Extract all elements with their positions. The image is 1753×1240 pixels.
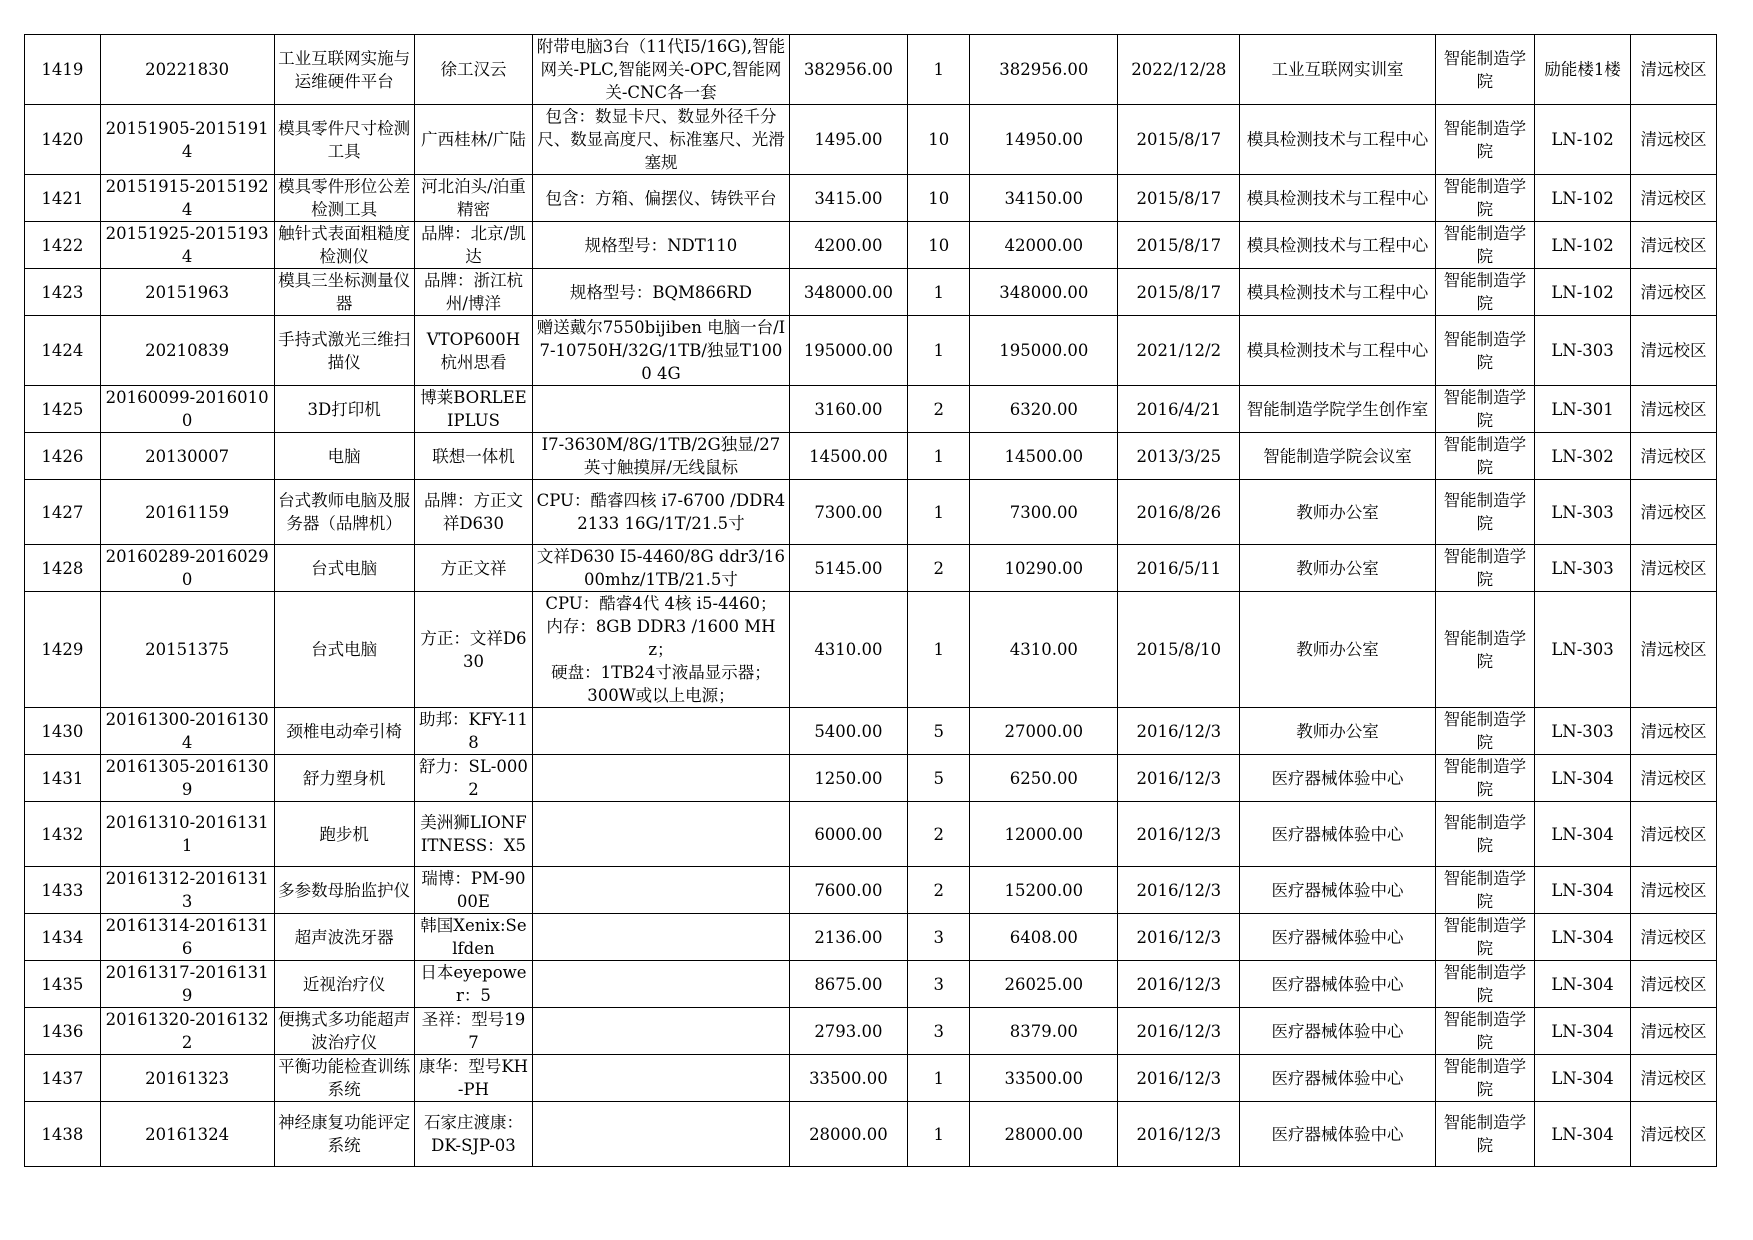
cell-spec: CPU：酷睿4代 4核 i5-4460； 内存：8GB DDR3 /1600 MHz； 硬盘：1TB24寸液晶显示器； 300W或以上电源； <box>533 592 789 708</box>
cell-purchase-date: 2016/12/3 <box>1118 802 1240 867</box>
cell-asset-name: 电脑 <box>274 433 414 480</box>
cell-campus: 清远校区 <box>1631 175 1717 222</box>
cell-unit-price: 6000.00 <box>789 802 908 867</box>
cell-asset-name: 近视治疗仪 <box>274 961 414 1008</box>
cell-room: LN-303 <box>1535 545 1631 592</box>
cell-spec <box>533 386 789 433</box>
cell-total-price: 4310.00 <box>970 592 1118 708</box>
cell-no: 1424 <box>25 316 101 386</box>
cell-college: 智能制造学院 <box>1435 1008 1534 1055</box>
cell-college: 智能制造学院 <box>1435 316 1534 386</box>
cell-unit-price: 348000.00 <box>789 269 908 316</box>
cell-unit-price: 195000.00 <box>789 316 908 386</box>
cell-no: 1431 <box>25 755 101 802</box>
cell-location-lab: 教师办公室 <box>1240 545 1435 592</box>
cell-quantity: 1 <box>908 592 970 708</box>
cell-unit-price: 2136.00 <box>789 914 908 961</box>
cell-asset-code: 20130007 <box>100 433 274 480</box>
cell-college: 智能制造学院 <box>1435 867 1534 914</box>
cell-spec <box>533 1102 789 1167</box>
cell-college: 智能制造学院 <box>1435 802 1534 867</box>
cell-no: 1422 <box>25 222 101 269</box>
cell-room: 励能楼1楼 <box>1535 35 1631 105</box>
cell-brand-model: 广西桂林/广陆 <box>414 105 533 175</box>
cell-campus: 清远校区 <box>1631 105 1717 175</box>
cell-brand-model: VTOP600H 杭州思看 <box>414 316 533 386</box>
cell-college: 智能制造学院 <box>1435 175 1534 222</box>
cell-quantity: 3 <box>908 961 970 1008</box>
table-row <box>25 480 1717 545</box>
cell-asset-code: 20151963 <box>100 269 274 316</box>
cell-no: 1429 <box>25 592 101 708</box>
cell-quantity: 2 <box>908 386 970 433</box>
table-row <box>25 1102 1717 1167</box>
cell-quantity: 1 <box>908 1102 970 1167</box>
cell-asset-code: 20151905-20151914 <box>100 105 274 175</box>
cell-campus: 清远校区 <box>1631 545 1717 592</box>
cell-asset-code: 20161312-20161313 <box>100 867 274 914</box>
cell-total-price: 6250.00 <box>970 755 1118 802</box>
cell-quantity: 2 <box>908 802 970 867</box>
cell-total-price: 14950.00 <box>970 105 1118 175</box>
cell-room: LN-302 <box>1535 433 1631 480</box>
cell-asset-name: 模具三坐标测量仪器 <box>274 269 414 316</box>
cell-spec: 规格型号：BQM866RD <box>533 269 789 316</box>
table-row <box>25 433 1717 480</box>
cell-quantity: 10 <box>908 105 970 175</box>
cell-college: 智能制造学院 <box>1435 222 1534 269</box>
cell-asset-name: 台式电脑 <box>274 545 414 592</box>
cell-asset-code: 20151925-20151934 <box>100 222 274 269</box>
cell-spec: 文祥D630 I5-4460/8G ddr3/1600mhz/1TB/21.5寸 <box>533 545 789 592</box>
cell-spec: 附带电脑3台（11代I5/16G),智能网关-PLC,智能网关-OPC,智能网关-CNC各一套 <box>533 35 789 105</box>
cell-location-lab: 医疗器械体验中心 <box>1240 867 1435 914</box>
cell-total-price: 382956.00 <box>970 35 1118 105</box>
cell-location-lab: 模具检测技术与工程中心 <box>1240 316 1435 386</box>
table-row <box>25 316 1717 386</box>
cell-no: 1421 <box>25 175 101 222</box>
cell-college: 智能制造学院 <box>1435 914 1534 961</box>
cell-campus: 清远校区 <box>1631 867 1717 914</box>
cell-room: LN-304 <box>1535 961 1631 1008</box>
cell-asset-name: 3D打印机 <box>274 386 414 433</box>
cell-spec <box>533 961 789 1008</box>
cell-room: LN-303 <box>1535 708 1631 755</box>
cell-campus: 清远校区 <box>1631 708 1717 755</box>
cell-unit-price: 3160.00 <box>789 386 908 433</box>
cell-unit-price: 14500.00 <box>789 433 908 480</box>
table-row <box>25 175 1717 222</box>
cell-location-lab: 工业互联网实训室 <box>1240 35 1435 105</box>
cell-quantity: 1 <box>908 316 970 386</box>
cell-location-lab: 医疗器械体验中心 <box>1240 1055 1435 1102</box>
cell-brand-model: 舒力：SL-0002 <box>414 755 533 802</box>
cell-asset-name: 台式教师电脑及服务器（品牌机） <box>274 480 414 545</box>
cell-brand-model: 博莱BORLEE IPLUS <box>414 386 533 433</box>
cell-purchase-date: 2021/12/2 <box>1118 316 1240 386</box>
cell-brand-model: 河北泊头/泊重精密 <box>414 175 533 222</box>
cell-spec <box>533 1055 789 1102</box>
table-row <box>25 386 1717 433</box>
cell-total-price: 15200.00 <box>970 867 1118 914</box>
table-row <box>25 222 1717 269</box>
cell-brand-model: 美洲狮LIONFITNESS：X5 <box>414 802 533 867</box>
cell-total-price: 28000.00 <box>970 1102 1118 1167</box>
cell-campus: 清远校区 <box>1631 802 1717 867</box>
cell-campus: 清远校区 <box>1631 1102 1717 1167</box>
cell-purchase-date: 2015/8/17 <box>1118 105 1240 175</box>
cell-asset-name: 模具零件尺寸检测工具 <box>274 105 414 175</box>
cell-college: 智能制造学院 <box>1435 480 1534 545</box>
cell-location-lab: 医疗器械体验中心 <box>1240 914 1435 961</box>
cell-purchase-date: 2016/12/3 <box>1118 1102 1240 1167</box>
cell-brand-model: 品牌：北京/凯达 <box>414 222 533 269</box>
cell-asset-name: 多参数母胎监护仪 <box>274 867 414 914</box>
cell-room: LN-303 <box>1535 480 1631 545</box>
cell-quantity: 5 <box>908 755 970 802</box>
cell-brand-model: 圣祥：型号197 <box>414 1008 533 1055</box>
cell-college: 智能制造学院 <box>1435 545 1534 592</box>
cell-no: 1436 <box>25 1008 101 1055</box>
cell-room: LN-303 <box>1535 316 1631 386</box>
cell-total-price: 6320.00 <box>970 386 1118 433</box>
cell-location-lab: 医疗器械体验中心 <box>1240 961 1435 1008</box>
cell-room: LN-304 <box>1535 802 1631 867</box>
table-row <box>25 961 1717 1008</box>
cell-total-price: 27000.00 <box>970 708 1118 755</box>
cell-campus: 清远校区 <box>1631 914 1717 961</box>
cell-unit-price: 1250.00 <box>789 755 908 802</box>
cell-total-price: 34150.00 <box>970 175 1118 222</box>
cell-room: LN-304 <box>1535 1008 1631 1055</box>
cell-asset-code: 20151915-20151924 <box>100 175 274 222</box>
cell-room: LN-304 <box>1535 1055 1631 1102</box>
table-body <box>25 35 1717 1167</box>
cell-purchase-date: 2015/8/17 <box>1118 222 1240 269</box>
cell-no: 1426 <box>25 433 101 480</box>
cell-spec <box>533 914 789 961</box>
cell-asset-name: 超声波洗牙器 <box>274 914 414 961</box>
cell-total-price: 26025.00 <box>970 961 1118 1008</box>
cell-asset-name: 模具零件形位公差检测工具 <box>274 175 414 222</box>
cell-asset-name: 手持式激光三维扫描仪 <box>274 316 414 386</box>
cell-college: 智能制造学院 <box>1435 755 1534 802</box>
cell-room: LN-102 <box>1535 269 1631 316</box>
cell-campus: 清远校区 <box>1631 316 1717 386</box>
cell-quantity: 1 <box>908 35 970 105</box>
cell-quantity: 3 <box>908 1008 970 1055</box>
cell-unit-price: 7300.00 <box>789 480 908 545</box>
cell-location-lab: 智能制造学院学生创作室 <box>1240 386 1435 433</box>
cell-no: 1432 <box>25 802 101 867</box>
cell-purchase-date: 2016/4/21 <box>1118 386 1240 433</box>
cell-campus: 清远校区 <box>1631 592 1717 708</box>
table-row <box>25 755 1717 802</box>
cell-location-lab: 教师办公室 <box>1240 708 1435 755</box>
cell-campus: 清远校区 <box>1631 222 1717 269</box>
cell-no: 1419 <box>25 35 101 105</box>
cell-college: 智能制造学院 <box>1435 961 1534 1008</box>
cell-room: LN-303 <box>1535 592 1631 708</box>
cell-room: LN-304 <box>1535 867 1631 914</box>
table-row <box>25 105 1717 175</box>
cell-no: 1433 <box>25 867 101 914</box>
cell-college: 智能制造学院 <box>1435 386 1534 433</box>
cell-asset-name: 工业互联网实施与运维硬件平台 <box>274 35 414 105</box>
cell-room: LN-304 <box>1535 914 1631 961</box>
cell-college: 智能制造学院 <box>1435 1055 1534 1102</box>
table-row <box>25 35 1717 105</box>
cell-campus: 清远校区 <box>1631 35 1717 105</box>
cell-quantity: 1 <box>908 433 970 480</box>
cell-quantity: 2 <box>908 545 970 592</box>
cell-no: 1434 <box>25 914 101 961</box>
cell-asset-code: 20160099-20160100 <box>100 386 274 433</box>
cell-brand-model: 助邦：KFY-118 <box>414 708 533 755</box>
cell-no: 1430 <box>25 708 101 755</box>
cell-purchase-date: 2016/12/3 <box>1118 1008 1240 1055</box>
cell-spec <box>533 802 789 867</box>
asset-sheet <box>24 34 1717 1167</box>
cell-total-price: 14500.00 <box>970 433 1118 480</box>
cell-purchase-date: 2016/12/3 <box>1118 867 1240 914</box>
cell-quantity: 2 <box>908 867 970 914</box>
cell-brand-model: 日本eyepower：5 <box>414 961 533 1008</box>
cell-campus: 清远校区 <box>1631 1008 1717 1055</box>
cell-asset-code: 20161310-20161311 <box>100 802 274 867</box>
cell-asset-name: 平衡功能检查训练系统 <box>274 1055 414 1102</box>
cell-brand-model: 瑞博：PM-9000E <box>414 867 533 914</box>
cell-asset-code: 20161320-20161322 <box>100 1008 274 1055</box>
cell-brand-model: 联想一体机 <box>414 433 533 480</box>
cell-unit-price: 4310.00 <box>789 592 908 708</box>
cell-room: LN-102 <box>1535 105 1631 175</box>
cell-unit-price: 382956.00 <box>789 35 908 105</box>
cell-room: LN-301 <box>1535 386 1631 433</box>
cell-room: LN-304 <box>1535 1102 1631 1167</box>
cell-quantity: 1 <box>908 269 970 316</box>
cell-location-lab: 教师办公室 <box>1240 480 1435 545</box>
cell-location-lab: 模具检测技术与工程中心 <box>1240 222 1435 269</box>
cell-college: 智能制造学院 <box>1435 35 1534 105</box>
cell-location-lab: 模具检测技术与工程中心 <box>1240 175 1435 222</box>
cell-spec: 包含：方箱、偏摆仪、铸铁平台 <box>533 175 789 222</box>
cell-location-lab: 教师办公室 <box>1240 592 1435 708</box>
asset-table <box>24 34 1717 1167</box>
cell-unit-price: 7600.00 <box>789 867 908 914</box>
cell-purchase-date: 2013/3/25 <box>1118 433 1240 480</box>
cell-location-lab: 智能制造学院会议室 <box>1240 433 1435 480</box>
cell-room: LN-102 <box>1535 222 1631 269</box>
cell-spec: 规格型号：NDT110 <box>533 222 789 269</box>
cell-brand-model: 徐工汉云 <box>414 35 533 105</box>
cell-unit-price: 3415.00 <box>789 175 908 222</box>
cell-total-price: 10290.00 <box>970 545 1118 592</box>
table-row <box>25 592 1717 708</box>
cell-unit-price: 5400.00 <box>789 708 908 755</box>
cell-asset-name: 颈椎电动牵引椅 <box>274 708 414 755</box>
cell-total-price: 6408.00 <box>970 914 1118 961</box>
cell-unit-price: 1495.00 <box>789 105 908 175</box>
cell-location-lab: 医疗器械体验中心 <box>1240 802 1435 867</box>
cell-spec: I7-3630M/8G/1TB/2G独显/27英寸触摸屏/无线鼠标 <box>533 433 789 480</box>
cell-purchase-date: 2016/12/3 <box>1118 961 1240 1008</box>
cell-brand-model: 品牌：方正文祥D630 <box>414 480 533 545</box>
cell-college: 智能制造学院 <box>1435 592 1534 708</box>
table-row <box>25 802 1717 867</box>
cell-spec: 赠送戴尔7550bijiben 电脑一台/I7-10750H/32G/1TB/独显T1000 4G <box>533 316 789 386</box>
cell-unit-price: 28000.00 <box>789 1102 908 1167</box>
cell-purchase-date: 2016/12/3 <box>1118 755 1240 802</box>
cell-no: 1420 <box>25 105 101 175</box>
cell-brand-model: 方正：文祥D630 <box>414 592 533 708</box>
cell-no: 1427 <box>25 480 101 545</box>
cell-campus: 清远校区 <box>1631 480 1717 545</box>
cell-quantity: 10 <box>908 222 970 269</box>
cell-purchase-date: 2016/12/3 <box>1118 914 1240 961</box>
cell-asset-name: 台式电脑 <box>274 592 414 708</box>
cell-no: 1438 <box>25 1102 101 1167</box>
cell-location-lab: 模具检测技术与工程中心 <box>1240 105 1435 175</box>
cell-asset-name: 舒力塑身机 <box>274 755 414 802</box>
cell-location-lab: 医疗器械体验中心 <box>1240 755 1435 802</box>
cell-unit-price: 33500.00 <box>789 1055 908 1102</box>
cell-unit-price: 8675.00 <box>789 961 908 1008</box>
cell-quantity: 1 <box>908 1055 970 1102</box>
table-row <box>25 708 1717 755</box>
cell-asset-code: 20210839 <box>100 316 274 386</box>
cell-college: 智能制造学院 <box>1435 708 1534 755</box>
cell-quantity: 3 <box>908 914 970 961</box>
cell-brand-model: 品牌：浙江杭州/博洋 <box>414 269 533 316</box>
cell-quantity: 10 <box>908 175 970 222</box>
cell-total-price: 7300.00 <box>970 480 1118 545</box>
cell-unit-price: 5145.00 <box>789 545 908 592</box>
cell-college: 智能制造学院 <box>1435 1102 1534 1167</box>
cell-purchase-date: 2015/8/10 <box>1118 592 1240 708</box>
cell-total-price: 8379.00 <box>970 1008 1118 1055</box>
cell-asset-code: 20161317-20161319 <box>100 961 274 1008</box>
cell-total-price: 33500.00 <box>970 1055 1118 1102</box>
cell-brand-model: 方正文祥 <box>414 545 533 592</box>
cell-spec: 包含：数显卡尺、数显外径千分尺、数显高度尺、标准塞尺、光滑塞规 <box>533 105 789 175</box>
cell-asset-name: 便携式多功能超声波治疗仪 <box>274 1008 414 1055</box>
cell-spec <box>533 755 789 802</box>
cell-asset-name: 神经康复功能评定系统 <box>274 1102 414 1167</box>
cell-brand-model: 韩国Xenix:Selfden <box>414 914 533 961</box>
cell-room: LN-304 <box>1535 755 1631 802</box>
cell-unit-price: 4200.00 <box>789 222 908 269</box>
cell-location-lab: 医疗器械体验中心 <box>1240 1008 1435 1055</box>
cell-purchase-date: 2022/12/28 <box>1118 35 1240 105</box>
cell-asset-code: 20161324 <box>100 1102 274 1167</box>
cell-campus: 清远校区 <box>1631 1055 1717 1102</box>
cell-asset-code: 20221830 <box>100 35 274 105</box>
cell-purchase-date: 2016/12/3 <box>1118 708 1240 755</box>
cell-campus: 清远校区 <box>1631 755 1717 802</box>
cell-campus: 清远校区 <box>1631 269 1717 316</box>
table-row <box>25 914 1717 961</box>
table-row <box>25 867 1717 914</box>
cell-quantity: 5 <box>908 708 970 755</box>
cell-unit-price: 2793.00 <box>789 1008 908 1055</box>
cell-no: 1425 <box>25 386 101 433</box>
table-row <box>25 1008 1717 1055</box>
cell-no: 1428 <box>25 545 101 592</box>
cell-purchase-date: 2016/5/11 <box>1118 545 1240 592</box>
cell-campus: 清远校区 <box>1631 433 1717 480</box>
cell-purchase-date: 2015/8/17 <box>1118 175 1240 222</box>
cell-college: 智能制造学院 <box>1435 105 1534 175</box>
cell-campus: 清远校区 <box>1631 386 1717 433</box>
cell-brand-model: 石家庄渡康：DK-SJP-03 <box>414 1102 533 1167</box>
cell-asset-code: 20161314-20161316 <box>100 914 274 961</box>
cell-asset-code: 20161159 <box>100 480 274 545</box>
cell-brand-model: 康华：型号KH-PH <box>414 1055 533 1102</box>
table-row <box>25 269 1717 316</box>
cell-purchase-date: 2016/12/3 <box>1118 1055 1240 1102</box>
cell-college: 智能制造学院 <box>1435 269 1534 316</box>
cell-spec <box>533 867 789 914</box>
cell-no: 1437 <box>25 1055 101 1102</box>
cell-no: 1423 <box>25 269 101 316</box>
cell-location-lab: 医疗器械体验中心 <box>1240 1102 1435 1167</box>
cell-total-price: 348000.00 <box>970 269 1118 316</box>
cell-purchase-date: 2015/8/17 <box>1118 269 1240 316</box>
cell-spec: CPU：酷睿四核 i7-6700 /DDR4 2133 16G/1T/21.5寸 <box>533 480 789 545</box>
cell-quantity: 1 <box>908 480 970 545</box>
cell-campus: 清远校区 <box>1631 961 1717 1008</box>
cell-asset-code: 20161323 <box>100 1055 274 1102</box>
cell-room: LN-102 <box>1535 175 1631 222</box>
cell-spec <box>533 1008 789 1055</box>
cell-total-price: 195000.00 <box>970 316 1118 386</box>
cell-total-price: 12000.00 <box>970 802 1118 867</box>
cell-spec <box>533 708 789 755</box>
cell-purchase-date: 2016/8/26 <box>1118 480 1240 545</box>
cell-asset-code: 20161300-20161304 <box>100 708 274 755</box>
table-row <box>25 1055 1717 1102</box>
cell-asset-code: 20151375 <box>100 592 274 708</box>
cell-total-price: 42000.00 <box>970 222 1118 269</box>
cell-asset-code: 20160289-20160290 <box>100 545 274 592</box>
cell-asset-name: 触针式表面粗糙度检测仪 <box>274 222 414 269</box>
cell-asset-code: 20161305-20161309 <box>100 755 274 802</box>
table-row <box>25 545 1717 592</box>
cell-college: 智能制造学院 <box>1435 433 1534 480</box>
cell-location-lab: 模具检测技术与工程中心 <box>1240 269 1435 316</box>
cell-asset-name: 跑步机 <box>274 802 414 867</box>
cell-no: 1435 <box>25 961 101 1008</box>
